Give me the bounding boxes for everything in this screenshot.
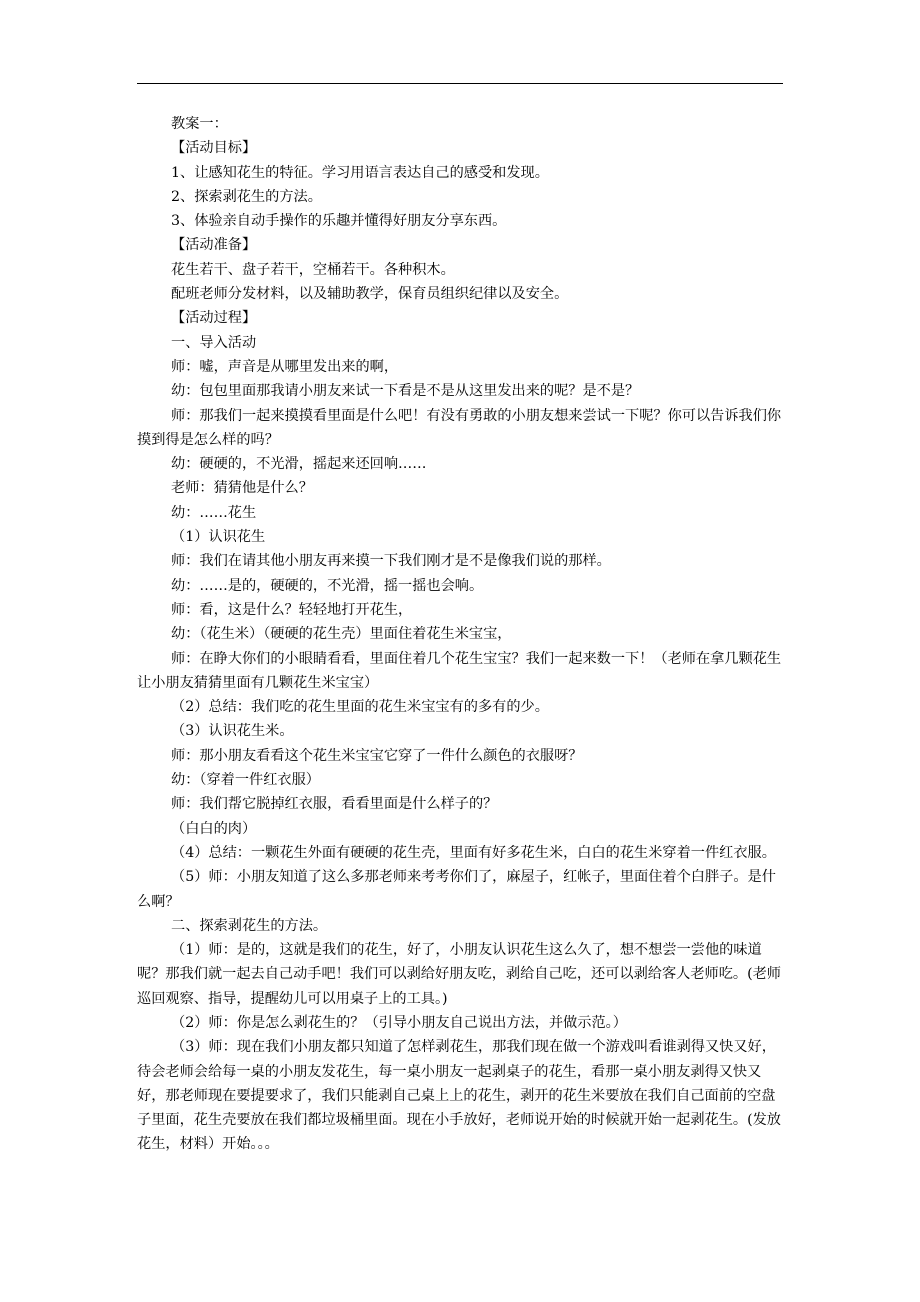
step-heading: （3）认识花生米。 [171, 723, 294, 740]
dialogue-line: 师：嘘，声音是从哪里发出来的啊， [171, 358, 399, 375]
dialogue-line: 师：那小朋友看看这个花生米宝宝它穿了一件什么颜色的衣服呀？ [171, 747, 583, 764]
dialogue-line: 幼：……花生 [171, 504, 257, 521]
step-heading: （1）认识花生 [171, 529, 266, 546]
dialogue-line: 师：我们帮它脱掉红衣服，看看里面是什么样子的？ [171, 796, 498, 813]
doc-title: 教案一： [171, 116, 228, 132]
dialogue-line: 幼：……是的，硬硬的，不光滑，摇一摇也会响。 [171, 577, 484, 594]
goal-item: 2、探索剥花生的方法。 [171, 188, 322, 205]
dialogue-line: （白白的肉） [171, 820, 257, 837]
section-heading-preparation: 【活动准备】 [171, 237, 257, 254]
section-heading-goals: 【活动目标】 [171, 140, 257, 157]
subsection-heading: 一、导入活动 [171, 334, 257, 351]
goal-item: 3、体验亲自动手操作的乐趣并懂得好朋友分享东西。 [171, 213, 507, 230]
section-heading-process: 【活动过程】 [171, 310, 257, 327]
step-paragraph: （2）师：你是怎么剥花生的？（引导小朋友自己说出方法，并做示范。） [171, 1014, 627, 1031]
subsection-heading: 二、探索剥花生的方法。 [171, 917, 328, 934]
dialogue-line: 幼：包包里面那我请小朋友来试一下看是不是从这里发出来的呢？是不是？ [171, 383, 640, 400]
step-paragraph: （1）师：是的，这就是我们的花生，好了，小朋友认识花生这么久了，想不想尝一尝他的味道呢？那我们就一起去自己动手吧！我们可以剥给好朋友吃，剥给自己吃，还可以剥给客人老师吃。(老师巡回观察、指导，提醒幼儿可以用桌子上的工具。) [137, 942, 781, 1007]
step-paragraph: （3）师：现在我们小朋友都只知道了怎样剥花生，那我们现在做一个游戏叫看谁剥得又快又好，待会老师会给每一桌的小朋友发花生，每一桌小朋友一起剥桌子的花生，看那一桌小朋友剥得又快又好，那老师现在要提要求了，我们只能剥自己桌上上的花生，剥开的花生米要放在我们自己面前的空盘子里面，花生壳要放在我们都垃圾桶里面。现在小手放好，老师说开始的时候就开始一起剥花生。(发放花生，材料）开始。。。 [137, 1039, 781, 1153]
preparation-text: 花生若干、盘子若干，空桶若干。各种积木。 [171, 261, 455, 278]
dialogue-line: 师：在睁大你们的小眼睛看看，里面住着几个花生宝宝？我们一起来数一下！（老师在拿几颗花生让小朋友猜猜里面有几颗花生米宝宝） [137, 650, 782, 691]
dialogue-line: 师：我们在请其他小朋友再来摸一下我们刚才是不是像我们说的那样。 [171, 553, 611, 570]
step-summary: （4）总结：一颗花生外面有硬硬的花生壳，里面有好多花生米，白白的花生米穿着一件红衣服。 [171, 844, 776, 861]
header-rule [137, 83, 783, 84]
dialogue-line: 老师：猜猜他是什么？ [171, 480, 313, 497]
preparation-text: 配班老师分发材料，以及辅助教学，保育员组织纪律以及安全。 [171, 286, 569, 303]
goal-item: 1、让感知花生的特征。学习用语言表达自己的感受和发现。 [171, 164, 549, 181]
dialogue-line: 幼：硬硬的，不光滑，摇起来还回响…… [171, 456, 427, 473]
dialogue-line: 幼：（花生米）（硬硬的花生壳）里面住着花生米宝宝， [171, 626, 512, 643]
dialogue-line: 师：那我们一起来摸摸看里面是什么吧！有没有勇敢的小朋友想来尝试一下呢？你可以告诉我们你摸到得是怎么样的吗？ [137, 407, 782, 448]
step-question: （5）师：小朋友知道了这么多那老师来考考你们了，麻屋子，红帐子，里面住着个白胖子。是什么啊？ [137, 869, 776, 910]
dialogue-line: 师：看，这是什么？轻轻地打开花生， [171, 601, 413, 618]
lesson-plan-body [137, 112, 785, 1157]
step-summary: （2）总结：我们吃的花生里面的花生米宝宝有的多有的少。 [171, 699, 549, 716]
dialogue-line: 幼：（穿着一件红衣服） [171, 772, 320, 789]
